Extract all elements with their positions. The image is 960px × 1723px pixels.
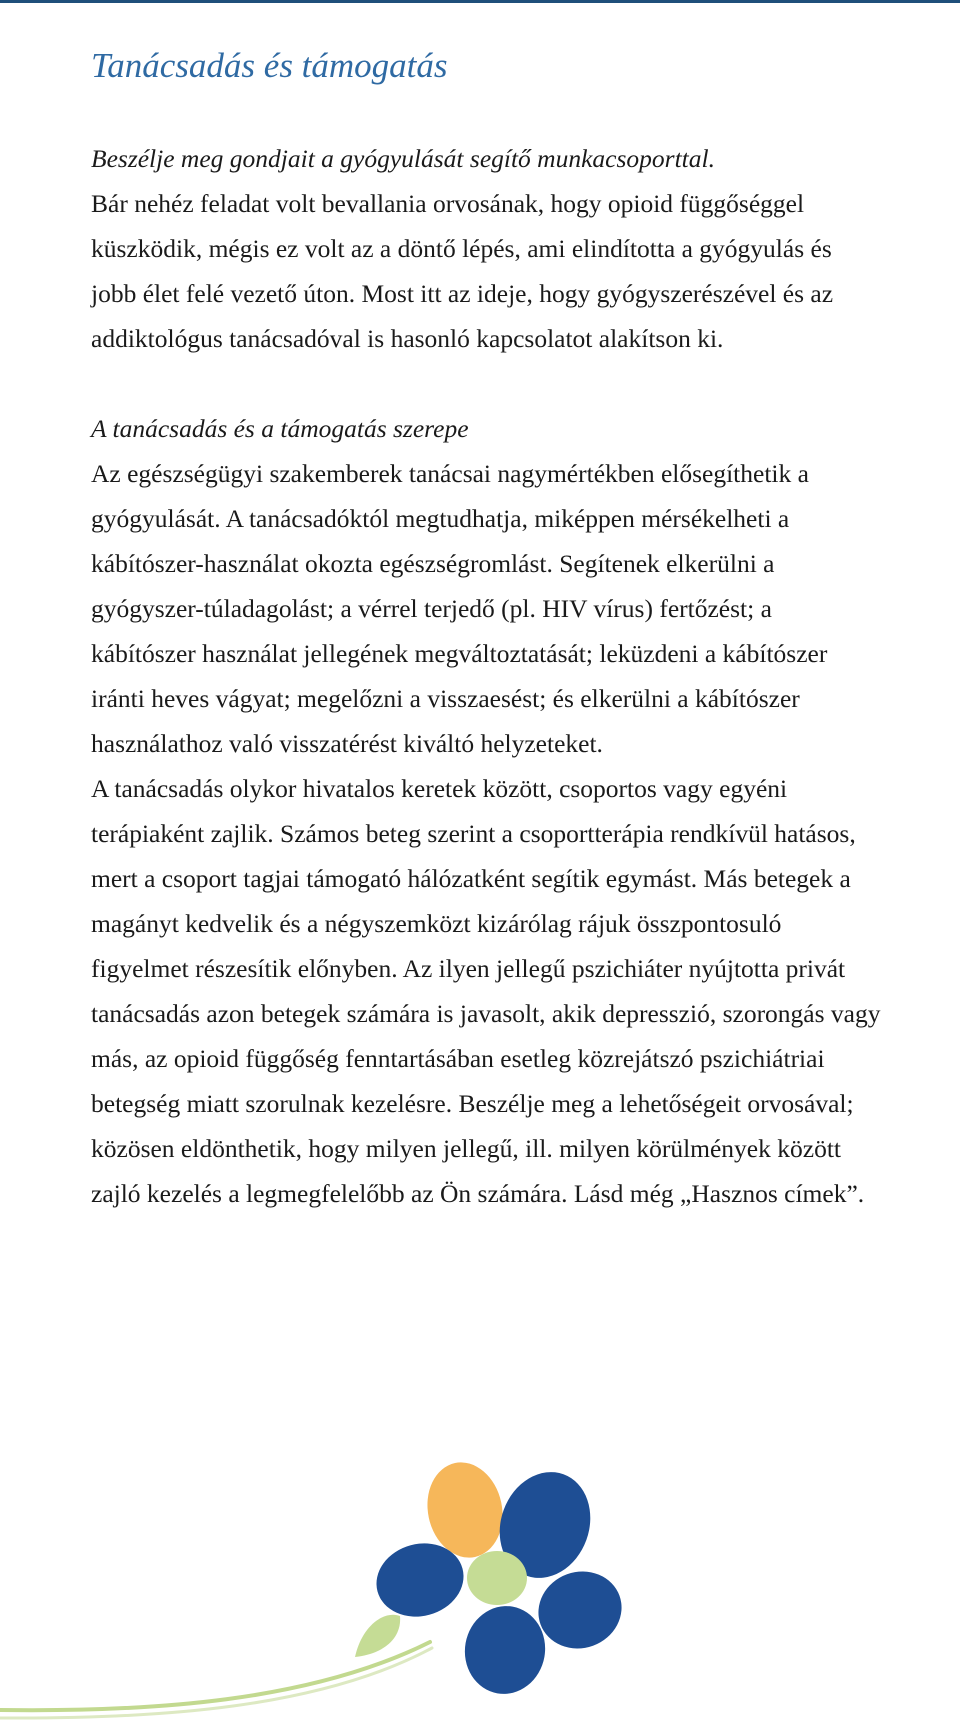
section-role-heading: A tanácsadás és a támogatás szerepe bbox=[91, 414, 469, 443]
top-rule bbox=[0, 0, 960, 3]
flower-center bbox=[467, 1551, 527, 1605]
section-role-body-2: A tanácsadás olykor hivatalos keretek között, csoportos vagy egyéni terápiaként zajlik. Számos beteg szerint a csoportterápia rendkívül hatásos, mert a csoport tagjai támogató hálózatként segítik egymást. Más betegek a magányt kedvelik és a négyszemközt kizárólag rájuk összpontosuló figyelmet részesítik előnyben. Az ilyen jellegű pszichiáter nyújtotta privát tanácsadás azon betegek számára is javasolt, akik depresszió, szorongás vagy más, az opioid függőség fenntartásában esetleg közrejátszó pszichiátriai betegség miatt szorulnak kezelésre. Beszélje meg a lehetőségeit orvosával; közösen eldönthetik, hogy milyen jellegű, ill. milyen körülmények között zajló kezelés a legmegfelelőbb az Ön számára. Lásd még „Hasznos címek”. bbox=[91, 774, 881, 1208]
section-role-body-1: Az egészségügyi szakemberek tanácsai nagymértékben elősegíthetik a gyógyulását. A tanácsadóktól megtudhatja, miképpen mérsékelheti a kábítószer-használat okozta egészségromlást. Segítenek elkerülni a gyógyszer-túladagolást; a vérrel terjedő (pl. HIV vírus) fertőzést; a kábítószer használat jellegének megváltoztatását; leküzdeni a kábítószer iránti heves vágyat; megelőzni a visszaesést; és elkerülni a kábítószer használathoz való visszatérést kiváltó helyzeteket. bbox=[91, 459, 828, 758]
page-title: Tanácsadás és támogatás bbox=[91, 46, 448, 85]
flower-petal-bottom bbox=[458, 1600, 552, 1701]
section-intro-body: Bár nehéz feladat volt bevallania orvosának, hogy opioid függőséggel küszködik, mégis ez volt az a döntő lépés, ami elindította a gyógyulás és jobb élet felé vezető úton. Most itt az ideje, hogy gyógyszerészével és az addiktológus tanácsadóval is hasonló kapcsolatot alakítson ki. bbox=[91, 189, 834, 353]
document-page bbox=[91, 40, 881, 1216]
section-role bbox=[91, 406, 881, 1216]
flower-icon bbox=[0, 1440, 960, 1723]
section-intro-heading: Beszélje meg gondjait a gyógyulását segítő munkacsoporttal. bbox=[91, 144, 715, 173]
flower-stem-shadow bbox=[0, 1648, 432, 1718]
section-intro bbox=[91, 136, 881, 361]
flower-leaf bbox=[355, 1615, 400, 1657]
